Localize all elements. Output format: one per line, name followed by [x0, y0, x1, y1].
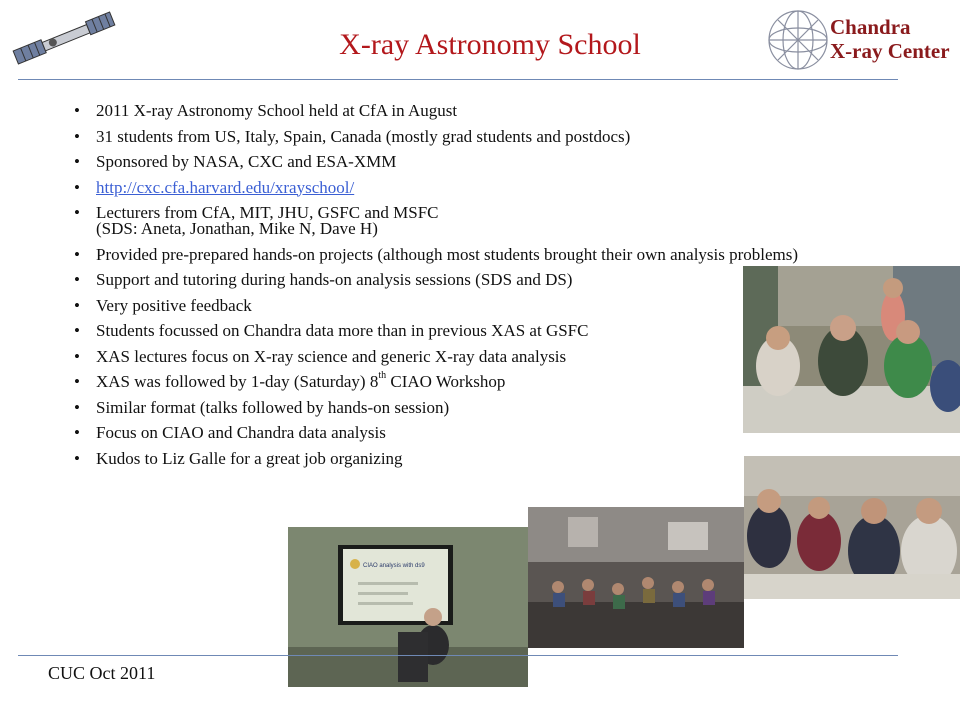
bullet-item: • Provided pre-prepared hands-on projects (although most students brought their own analysis problems) — [72, 247, 832, 263]
footer-divider — [18, 655, 898, 656]
bullet-item: • Students focussed on Chandra data more than in previous XAS at GSFC — [72, 323, 832, 339]
svg-text:Chandra: Chandra — [830, 15, 911, 39]
bullet-item — [72, 177, 832, 197]
slide-title: X-ray Astronomy School — [339, 28, 641, 61]
title-divider — [18, 79, 898, 80]
globe-icon — [769, 11, 827, 69]
speaker-photo — [288, 527, 528, 687]
classroom-photo-2 — [744, 456, 960, 599]
lecture-hall-photo — [528, 507, 744, 648]
bullet-item: • Lecturers from CfA, MIT, JHU, GSFC and MSFC (SDS: Aneta, Jonathan, Mike N, Dave H) — [72, 205, 832, 237]
bullet-item: • 2011 X-ray Astronomy School held at CfA in August — [72, 103, 832, 119]
bullet-item: • 31 students from US, Italy, Spain, Canada (mostly grad students and postdocs) — [72, 129, 832, 145]
bullet-item: • Similar format (talks followed by hands-on session) — [72, 400, 832, 416]
bullet-item: • Kudos to Liz Galle for a great job organizing — [72, 451, 832, 467]
bullet-item: • XAS was followed by 1-day (Saturday) 8th CIAO Workshop — [72, 374, 832, 390]
bullet-list — [72, 103, 832, 476]
classroom-photo-1 — [743, 266, 960, 433]
bullet-item: • XAS lectures focus on X-ray science and generic X-ray data analysis — [72, 349, 832, 365]
bullet-item: • Focus on CIAO and Chandra data analysis — [72, 425, 832, 441]
svg-text:X-ray Center: X-ray Center — [830, 39, 950, 63]
bullet-item: • Support and tutoring during hands-on analysis sessions (SDS and DS) — [72, 272, 832, 288]
bullet-item: • Sponsored by NASA, CXC and ESA-XMM — [72, 154, 832, 170]
bullet-item: • Very positive feedback — [72, 298, 832, 314]
xrayschool-link[interactable]: http://cxc.cfa.harvard.edu/xrayschool/ — [96, 177, 355, 197]
screen-title: CIAO analysis with ds9 — [363, 563, 425, 569]
footer-text: CUC Oct 2011 — [48, 663, 156, 683]
chandra-x-ray-center-logo — [766, 8, 956, 77]
